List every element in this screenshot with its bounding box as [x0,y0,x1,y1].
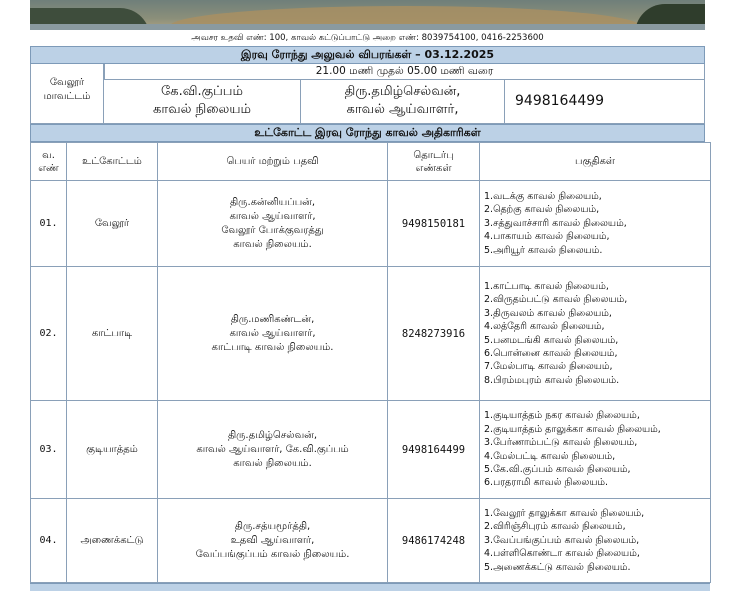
area-item: 1.வேலூர் தாலுக்கா காவல் நிலையம், [484,507,645,519]
table-header-row [31,143,711,181]
row-phone: 8248273916 [388,267,480,401]
area-item: 2.விரிஞ்சிபுரம் காவல் நிலையம், [484,521,626,533]
row-phone: 9486174248 [388,499,480,583]
col-phone-line-2: எண்கள் [415,162,452,174]
row-division: வேலூர் [67,181,158,267]
col-serial-line-1: வ. [42,149,55,161]
area-item: 3.சத்துவாச்சாரி காவல் நிலையம், [484,217,627,229]
area-item: 5.அணைக்கட்டு காவல் நிலையம். [484,561,631,573]
row-officer [158,181,388,267]
officer-name-line: காவல் ஆய்வாளர், கே.வி.குப்பம் [196,443,349,455]
row-serial: 01. [31,181,67,267]
table-row [31,499,711,583]
station-line-1: கே.வி.குப்பம் [161,84,243,99]
officer-name-line: காவல் ஆய்வாளர், [229,327,316,339]
officer-phone: 9498164499 [505,80,705,124]
col-name: பெயர் மற்றும் பதவி [158,143,388,181]
table-row [31,181,711,267]
col-serial-line-2: எண் [38,162,59,174]
station-cell [104,80,301,124]
row-areas [480,181,711,267]
row-serial: 02. [31,267,67,401]
patrol-time: 21.00 மணி முதல் 05.00 மணி வரை [104,64,705,80]
area-item: 5.பனமடங்கி காவல் நிலையம், [484,334,619,346]
area-item: 1.வடக்கு காவல் நிலையம், [484,190,602,202]
row-areas [480,267,711,401]
col-serial [31,143,67,181]
area-item: 5.அரியூர் காவல் நிலையம். [484,244,603,256]
area-item: 8.பிரம்மபுரம் காவல் நிலையம். [484,374,620,386]
col-phone-line-1: தொடர்பு [413,149,454,161]
officer-name-line: காட்பாடி காவல் நிலையம். [211,341,334,353]
section-title: உட்கோட்ட இரவு ரோந்து காவல் அதிகாரிகள் [30,124,705,142]
area-item: 2.தெற்கு காவல் நிலையம், [484,204,600,216]
officer-name-line: வேலூர் போக்குவரத்து [221,224,324,236]
row-serial: 04. [31,499,67,583]
row-phone: 9498150181 [388,181,480,267]
table-row [31,401,711,499]
emergency-contact-caption: அவசர உதவி எண்: 100, காவல் கட்டுப்பாட்டு அறை எண்: 8039754100, 0416-2253600 [30,30,705,46]
area-item: 3.திருவலம் காவல் நிலையம், [484,307,612,319]
col-areas: பகுதிகள் [480,143,711,181]
row-division: அணைக்கட்டு [67,499,158,583]
row-officer [158,499,388,583]
officer-line-1: திரு.தமிழ்செல்வன், [344,84,461,99]
officer-name-line: திரு.கன்னியப்பன், [229,196,316,208]
area-item: 4.பள்ளிகொண்டா காவல் நிலையம், [484,548,640,560]
area-item: 2.குடியாத்தம் தாலுக்கா காவல் நிலையம், [484,423,661,435]
area-item: 6.பரதராமி காவல் நிலையம். [484,477,609,489]
area-item: 7.மேல்பாடி காவல் நிலையம், [484,361,613,373]
area-item: 5.கே.வி.குப்பம் காவல் நிலையம், [484,463,631,475]
officer-name-line: காவல் நிலையம். [233,238,312,250]
area-item: 3.வேப்பங்குப்பம் காவல் நிலையம், [484,534,640,546]
officer-name-line: காவல் ஆய்வாளர், [229,210,316,222]
area-item: 3.பேர்ணாம்பட்டு காவல் நிலையம், [484,437,638,449]
next-section-strip [30,583,710,591]
row-areas [480,499,711,583]
area-item: 1.காட்பாடி காவல் நிலையம், [484,280,609,292]
row-officer [158,401,388,499]
officer-line-2: காவல் ஆய்வாளர், [346,102,459,117]
fort-shape [170,6,640,26]
district-line-1: வேலூர் [49,77,85,88]
col-phone [388,143,480,181]
station-line-2: காவல் நிலையம் [153,102,251,117]
officer-name-line: திரு.சத்யமூர்த்தி, [234,520,311,532]
header-banner-image [30,0,705,46]
col-division: உட்கோட்டம் [67,143,158,181]
document-title: இரவு ரோந்து அலுவல் விபரங்கள் – 03.12.2025 [30,46,705,64]
officer-cell [301,80,505,124]
row-serial: 03. [31,401,67,499]
row-division: காட்பாடி [67,267,158,401]
patrol-table [30,142,711,583]
area-item: 4.மேல்பட்டி காவல் நிலையம், [484,450,616,462]
officer-name-line: உதவி ஆய்வாளர், [230,534,315,546]
row-areas [480,401,711,499]
area-item: 2.விருதம்பட்டு காவல் நிலையம், [484,294,628,306]
officer-name-line: வேப்பங்குப்பம் காவல் நிலையம். [195,548,350,560]
area-item: 4.லத்தேரி காவல் நிலையம், [484,321,605,333]
table-row [31,267,711,401]
district-line-2: மாவட்டம் [43,91,91,102]
area-item: 1.குடியாத்தம் நகர காவல் நிலையம், [484,410,640,422]
row-phone: 9498164499 [388,401,480,499]
area-item: 4.பாகாயம் காவல் நிலையம், [484,231,610,243]
officer-name-line: திரு.தமிழ்செல்வன், [227,429,318,441]
officer-name-line: திரு.மணிகண்டன், [230,313,315,325]
row-division: குடியாத்தம் [67,401,158,499]
area-item: 6.பொன்னை காவல் நிலையம், [484,347,618,359]
district-cell [30,64,104,124]
officer-name-line: காவல் நிலையம். [233,457,312,469]
row-officer [158,267,388,401]
